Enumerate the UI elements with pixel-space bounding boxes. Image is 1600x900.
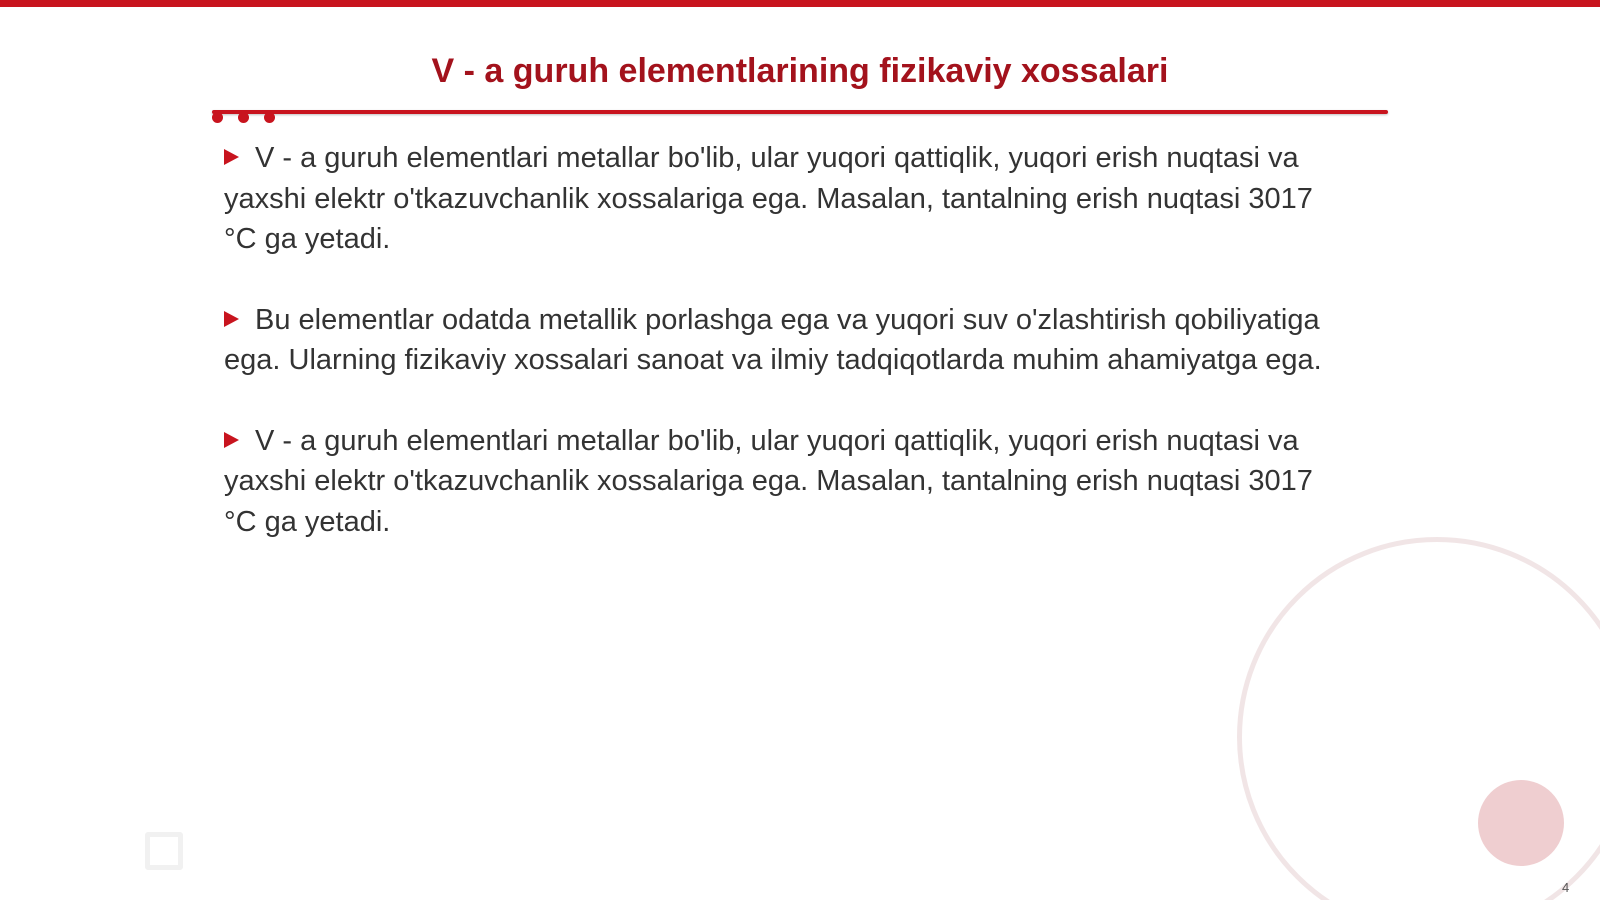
triangle-right-icon — [224, 432, 239, 448]
bullet-list — [224, 138, 1344, 582]
top-accent-bar — [0, 0, 1600, 7]
bullet-item — [224, 300, 1344, 381]
dot-icon — [238, 112, 249, 123]
bullet-text: V - a guruh elementlari metallar bo'lib, ular yuqori qattiqlik, yuqori erish nuqtasi va yaxshi elektr o'tkazuvchanlik xossalariga ega. Masalan, tantalning erish nuqtasi 3017 °C ga yetadi. — [224, 142, 1313, 255]
title-underline — [212, 110, 1388, 114]
decorative-dots — [212, 112, 282, 126]
slide-title: V - a guruh elementlarining fizikaviy xossalari — [431, 52, 1169, 90]
bullet-item — [224, 138, 1344, 260]
dot-icon — [264, 112, 275, 123]
triangle-right-icon — [224, 311, 239, 327]
triangle-right-icon — [224, 149, 239, 165]
bullet-item — [224, 421, 1344, 543]
dot-icon — [212, 112, 223, 123]
bullet-text: V - a guruh elementlari metallar bo'lib, ular yuqori qattiqlik, yuqori erish nuqtasi va yaxshi elektr o'tkazuvchanlik xossalariga ega. Masalan, tantalning erish nuqtasi 3017 °C ga yetadi. — [224, 424, 1313, 538]
decorative-square — [145, 832, 183, 870]
bullet-text: Bu elementlar odatda metallik porlashga ega va yuqori suv o'zlashtirish qobiliyatiga ega. Ularning fizikaviy xossalari sanoat va ilmiy tadqiqotlarda muhim ahamiyatga ega. — [224, 303, 1322, 376]
page-number: 4 — [1562, 880, 1570, 895]
decorative-circle — [1478, 780, 1564, 866]
